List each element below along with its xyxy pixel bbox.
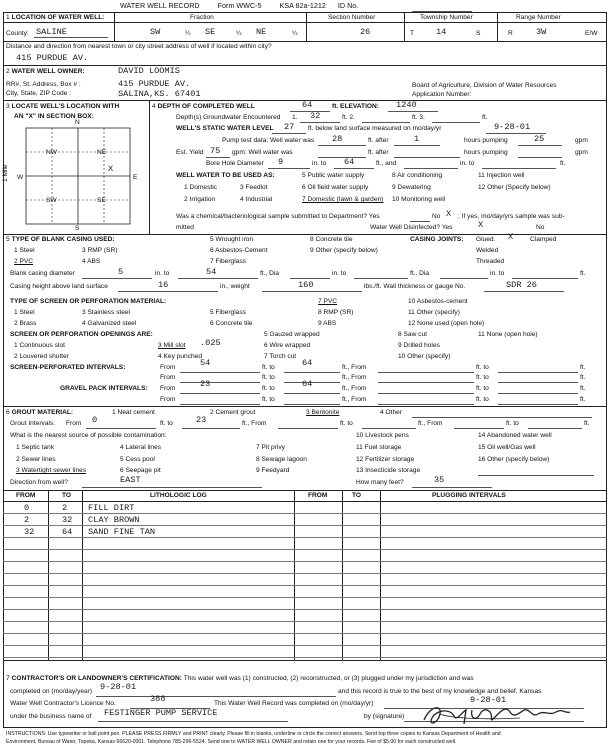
grout-from-value: 0 bbox=[92, 415, 98, 425]
casing-diameter-label: Blank casing diameter bbox=[10, 270, 75, 277]
use-oil-field[interactable]: 6 Oil field water supply bbox=[302, 184, 369, 191]
use-other[interactable]: 12 Other (Specify below) bbox=[478, 184, 551, 191]
log-grid-line bbox=[3, 597, 607, 598]
owner-value: DAVID LOOMIS bbox=[118, 66, 180, 76]
plug-header: PLUGGING INTERVALS bbox=[432, 492, 506, 499]
log-grid-line bbox=[3, 621, 607, 622]
address-value: 415 PURDUE AV. bbox=[16, 53, 89, 63]
signature bbox=[420, 700, 580, 730]
casing-abs[interactable]: 4 ABS bbox=[82, 258, 101, 265]
form-number: Form WWC-5 bbox=[217, 1, 262, 10]
grout-from-label: From bbox=[66, 420, 82, 427]
contam-lagoon[interactable]: 8 Sewage lagoon bbox=[256, 456, 307, 463]
use-industrial[interactable]: 4 Industrial bbox=[240, 196, 273, 203]
log-row-1-desc: FILL DIRT bbox=[88, 503, 135, 513]
opening-key-punched[interactable]: 4 Key punched bbox=[158, 353, 202, 360]
ew-label: E/W bbox=[585, 30, 598, 37]
contamination-label: What is the nearest source of possible contamination: bbox=[10, 432, 167, 439]
log-lith-header: LITHOLOGIC LOG bbox=[150, 492, 207, 499]
section-4-label: 4 DEPTH OF COMPLETED WELL bbox=[152, 103, 255, 110]
log-row-3-desc: SAND FINE TAN bbox=[88, 527, 156, 537]
license-value: 388 bbox=[150, 694, 166, 704]
casing-diameter-ft-value: 54 bbox=[206, 267, 217, 277]
static-level-tail: ft. below land surface measured on mo/day/yr bbox=[308, 125, 442, 132]
range-number-label: Range Number bbox=[516, 14, 561, 21]
use-monitoring[interactable]: 10 Monitoring well bbox=[392, 196, 446, 203]
form-title bbox=[120, 2, 358, 10]
casing-concrete-tile[interactable]: 8 Concrete tile bbox=[310, 236, 353, 243]
contam-livestock[interactable]: 10 Livestock pens bbox=[356, 432, 409, 439]
contam-insecticide[interactable]: 13 Insecticide storage bbox=[356, 467, 421, 474]
casing-rmp[interactable]: 3 RMP (SR) bbox=[82, 247, 118, 254]
fraction-q3: NE bbox=[256, 27, 267, 37]
gp-to-1: ft. to bbox=[262, 385, 275, 392]
id-label: ID No. bbox=[337, 1, 359, 10]
cert-text: This water well was (1) constructed, (2) reconstructed, or (3) plugged under my jurisdiction and was bbox=[183, 675, 474, 682]
casing-weight-unit: lbs./ft. Wall thickness or gauge No. bbox=[364, 283, 466, 290]
contam-cess-pool[interactable]: 5 Cess pool bbox=[120, 456, 155, 463]
north-label: N bbox=[75, 119, 80, 126]
how-many-feet-value: 35 bbox=[434, 475, 445, 485]
joints-clamped[interactable]: Clamped bbox=[530, 236, 557, 243]
elevation-label: ft. ELEVATION: bbox=[332, 103, 380, 110]
log-grid-line bbox=[3, 549, 607, 550]
log-grid-line bbox=[3, 561, 607, 562]
use-domestic-lawn[interactable]: 7 Domestic (lawn & garden) bbox=[302, 196, 384, 203]
section-value: 26 bbox=[360, 27, 371, 37]
gp-ft-from-1: ft., From bbox=[342, 385, 367, 392]
screen-galvanized[interactable]: 4 Galvanized steel bbox=[82, 320, 137, 327]
by-signature-label: by (signature) bbox=[364, 713, 405, 720]
pump-hours-value: 1 bbox=[414, 134, 420, 144]
instructions-line-2: Environment, Bureau of Water, Topeka, Kansas 66620-0001. Telephone 785-296-5524. Send one to WATER WELL OWNER and retain one for your records. Fee of $5.00 for each constructed well. bbox=[6, 739, 457, 745]
certification-line-1: 7 CONTRACTOR'S OR LANDOWNER'S CERTIFICATION: This water well was (1) constructed, (2) reconstructed, or (3) plugged under my jurisdiction and was bbox=[6, 675, 474, 682]
gp-to-2: ft. to bbox=[476, 385, 489, 392]
board-label: Board of Agriculture, Division of Water Resources bbox=[412, 82, 557, 89]
screen-asbestos[interactable]: 10 Asbestos-cement bbox=[408, 298, 468, 305]
record-true-label: and this record is true to the best of my knowledge and belief. Kansas bbox=[338, 688, 542, 695]
section-box-grid[interactable] bbox=[14, 122, 140, 232]
casing-height-label: Casing height above land surface bbox=[10, 283, 108, 290]
section-number-label: Section Number bbox=[328, 14, 376, 21]
static-level-label: WELL'S STATIC WATER LEVEL bbox=[176, 125, 274, 132]
section-3-label-2: AN "X" IN SECTION BOX: bbox=[14, 113, 94, 120]
groundwater-ft: ft. bbox=[482, 114, 488, 121]
sp-ft-2: ft. bbox=[580, 374, 586, 381]
pump-gpm-value: 25 bbox=[534, 134, 545, 144]
opening-torch-cut[interactable]: 7 Torch cut bbox=[264, 353, 297, 360]
grout-ft-from: ft., From bbox=[242, 420, 267, 427]
contam-other[interactable]: 16 Other (specify below) bbox=[478, 456, 550, 463]
bore-hole-label: Bore Hole Diameter bbox=[206, 160, 264, 167]
grout-ft-to-3: ft. to bbox=[506, 420, 519, 427]
opening-mill-slot[interactable]: 3 Mill slot bbox=[158, 342, 186, 349]
chem-tail: ; If yes, mo/day/yrs sample was sub- bbox=[458, 213, 565, 220]
application-number-label: Application Number: bbox=[412, 91, 472, 98]
yield-after-label: ft. after bbox=[368, 149, 389, 156]
section-2-label: 2 WATER WELL OWNER: bbox=[6, 68, 85, 75]
chem-no-x: X bbox=[446, 209, 452, 219]
joints-glued[interactable]: Glued. bbox=[476, 236, 496, 243]
opening-other[interactable]: 10 Other (specify) bbox=[398, 353, 451, 360]
s-label: S bbox=[476, 30, 481, 37]
contam-oil-well[interactable]: 15 Oil well/Gas well bbox=[478, 444, 536, 451]
contam-feedyard[interactable]: 9 Feedyard bbox=[256, 467, 290, 474]
grout-intervals-label: Grout Intervals: bbox=[10, 420, 56, 427]
plug-from-header: FROM bbox=[308, 492, 328, 499]
casing-diameter-tail5: ft. bbox=[580, 270, 586, 277]
screen-stainless[interactable]: 3 Stainless steel bbox=[82, 309, 131, 316]
completed-value: 9-28-01 bbox=[100, 682, 137, 692]
casing-weight-value: 160 bbox=[298, 280, 314, 290]
section-6-label: 6 GROUT MATERIAL: bbox=[6, 409, 74, 416]
r-label: R bbox=[508, 30, 513, 37]
groundwater-1-num: 1. bbox=[292, 114, 298, 121]
opening-saw-cut[interactable]: 8 Saw cut bbox=[398, 331, 427, 338]
se-label: SE bbox=[97, 197, 106, 204]
title: WATER WELL RECORD bbox=[120, 1, 200, 10]
groundwater-1-value: 32 bbox=[310, 111, 321, 121]
log-row-1-from: 0 bbox=[24, 503, 30, 513]
log-from-header: FROM bbox=[16, 492, 36, 499]
street-label: RR#, St. Address, Box # : bbox=[6, 81, 81, 88]
section-3-label: 3 LOCATE WELL'S LOCATION WITH bbox=[6, 103, 120, 110]
instructions-line-1: INSTRUCTIONS: Use typewriter or ball point pen. PLEASE PRESS FIRMLY and PRINT clearly. Please fill in blanks, underline or circle the correct answers. Send top three copies to Kansas Department of Health and bbox=[6, 731, 501, 737]
screen-material-label: TYPE OF SCREEN OR PERFORATION MATERIAL: bbox=[10, 298, 167, 305]
casing-diameter-tail3: ft., Dia bbox=[410, 270, 430, 277]
casing-height-unit: in., weight bbox=[220, 283, 250, 290]
log-grid-line bbox=[3, 645, 607, 646]
casing-diameter-to: in. to bbox=[155, 270, 170, 277]
joints-threaded[interactable]: Threaded bbox=[476, 258, 505, 265]
static-level-value: 27 bbox=[284, 122, 295, 132]
location-x-mark: X bbox=[108, 164, 114, 174]
casing-diameter-tail1: ft., Dia bbox=[260, 270, 280, 277]
opening-continuous[interactable]: 1 Continuous slot bbox=[14, 342, 65, 349]
contam-lateral[interactable]: 4 Lateral lines bbox=[120, 444, 162, 451]
gp-to-3: ft. to bbox=[262, 396, 275, 403]
record-date-value: 9-28-01 bbox=[470, 695, 507, 705]
opening-drilled[interactable]: 9 Drilled holes bbox=[398, 342, 440, 349]
contam-watertight[interactable]: 3 Watertight sewer lines bbox=[16, 467, 87, 474]
business-value: FESTINGER PUMP SERVICE bbox=[104, 708, 218, 718]
groundwater-2-label: ft. 2. bbox=[342, 114, 355, 121]
opening-none[interactable]: 11 None (open hole) bbox=[478, 331, 538, 338]
sp-to-1: ft. to bbox=[262, 364, 275, 371]
city-value: SALINA,KS. 67401 bbox=[118, 89, 201, 99]
direction-value: EAST bbox=[120, 475, 141, 485]
contam-seepage[interactable]: 6 Seepage pit bbox=[120, 467, 161, 474]
fraction-q1: SW bbox=[150, 27, 161, 37]
completed-label: completed on (mo/day/year) bbox=[10, 688, 93, 695]
disinfected-no: No bbox=[536, 224, 545, 231]
pump-level-value: 28 bbox=[332, 134, 343, 144]
casing-diameter-tail4: in. to bbox=[490, 270, 505, 277]
contam-fuel[interactable]: 11 Fuel storage bbox=[356, 444, 402, 451]
east-label: E bbox=[133, 174, 138, 181]
grout-ft-from-2: ft., From bbox=[418, 420, 443, 427]
gravel-intervals-label: GRAVEL PACK INTERVALS: bbox=[60, 385, 148, 392]
contam-septic[interactable]: 1 Septic tank bbox=[16, 444, 55, 451]
fraction-q2: SE bbox=[205, 27, 216, 37]
screen-brass[interactable]: 2 Brass bbox=[14, 320, 37, 327]
grout-ft-to-2: ft. to bbox=[340, 420, 353, 427]
gp-ft-1: ft. bbox=[580, 385, 586, 392]
screen-concrete[interactable]: 6 Concrete tile bbox=[210, 320, 253, 327]
grout-ft-end: ft. bbox=[584, 420, 590, 427]
contam-sewer[interactable]: 2 Sewer lines bbox=[16, 456, 56, 463]
joints-glued-x: X bbox=[508, 232, 514, 242]
fraction-mark-3: ¼ bbox=[292, 30, 298, 37]
use-air-conditioning[interactable]: 8 Air conditioning bbox=[392, 172, 443, 179]
groundwater-3-label: ft. 3. bbox=[412, 114, 425, 121]
section-5-label: 5 TYPE OF BLANK CASING USED: bbox=[6, 236, 115, 243]
contam-fertilizer[interactable]: 12 Fertilizer storage bbox=[356, 456, 415, 463]
yield-hours-label: hours pumping bbox=[464, 149, 508, 156]
est-yield-unit: gpm: Well water was bbox=[232, 149, 293, 156]
log-grid-line bbox=[3, 525, 607, 526]
grout-neat-cement[interactable]: 1 Neat cement bbox=[112, 409, 155, 416]
log-grid-line bbox=[3, 657, 607, 658]
yield-gpm-label: gpm bbox=[575, 149, 588, 156]
screen-rmp[interactable]: 8 RMP (SR) bbox=[318, 309, 354, 316]
elevation-value: 1240 bbox=[396, 100, 417, 110]
pump-gpm-label: gpm bbox=[575, 137, 588, 144]
casing-joints-label: CASING JOINTS: bbox=[410, 236, 464, 243]
mile-label: 1 Mile bbox=[2, 164, 9, 182]
use-feedlot[interactable]: 3 Feedlot bbox=[240, 184, 268, 191]
street-value: 415 PURDUE AV. bbox=[118, 79, 191, 89]
how-many-feet-label: How many feet? bbox=[356, 479, 404, 486]
county-value: SALINE bbox=[36, 27, 67, 37]
chem-no-label: No bbox=[432, 213, 441, 220]
use-public-supply[interactable]: 5 Public water supply bbox=[302, 172, 365, 179]
bore-in-to-2: in. to bbox=[460, 160, 475, 167]
screen-abs[interactable]: 9 ABS bbox=[318, 320, 337, 327]
gp-ft-2: ft. bbox=[580, 396, 586, 403]
fraction-mark-1: ¼ bbox=[185, 30, 191, 37]
township-value: 14 bbox=[436, 27, 447, 37]
disinfected-x: X bbox=[478, 220, 484, 230]
log-row-2-desc: CLAY BROWN bbox=[88, 515, 140, 525]
sp-to-2: ft. to bbox=[476, 364, 489, 371]
log-grid-line bbox=[3, 573, 607, 574]
log-row-1-to: 2 bbox=[62, 503, 68, 513]
grout-cement-grout[interactable]: 2 Cement grout bbox=[210, 409, 256, 416]
casing-other[interactable]: 9 Other (specify below) bbox=[310, 247, 378, 254]
grout-to-value: 23 bbox=[196, 415, 207, 425]
opening-gauzed[interactable]: 5 Gauzed wrapped bbox=[264, 331, 320, 338]
direction-label: Direction from well? bbox=[10, 479, 68, 486]
log-row-2-from: 2 bbox=[24, 515, 30, 525]
use-domestic[interactable]: 1 Domestic bbox=[184, 184, 217, 191]
gp-ft-from-2: ft., From bbox=[342, 396, 367, 403]
casing-diameter-tail2: in. to bbox=[332, 270, 347, 277]
sp-ft-from-2: ft., From bbox=[342, 374, 367, 381]
sp-ft-from-1: ft., From bbox=[342, 364, 367, 371]
grout-bentonite[interactable]: 3 Bentonite bbox=[306, 409, 340, 416]
joints-welded[interactable]: Welded bbox=[476, 247, 499, 254]
screen-pvc[interactable]: 7 PVC bbox=[318, 298, 338, 305]
screen-fiberglass[interactable]: 5 Fiberglass bbox=[210, 309, 246, 316]
sp-to-3: ft. to bbox=[262, 374, 275, 381]
fraction-label: Fraction bbox=[190, 14, 214, 21]
log-row-3-from: 32 bbox=[24, 527, 35, 537]
sp-from-1: From bbox=[160, 364, 176, 371]
screen-other[interactable]: 11 Other (specify) bbox=[408, 309, 460, 316]
log-grid-line bbox=[3, 513, 607, 514]
screen-none[interactable]: 12 None used (open hole) bbox=[408, 320, 485, 327]
grout-ft-to: ft. to bbox=[160, 420, 173, 427]
log-row-3-to: 64 bbox=[62, 527, 73, 537]
gp-from-1: From bbox=[160, 385, 176, 392]
license-label: Water Well Contractor's Licence No. bbox=[10, 700, 116, 707]
sp-ft-1: ft. bbox=[580, 364, 586, 371]
log-grid-line bbox=[3, 537, 607, 538]
opening-louvered[interactable]: 2 Louvered shutter bbox=[14, 353, 69, 360]
gp-from-2: From bbox=[160, 396, 176, 403]
casing-height-value: 16 bbox=[158, 280, 169, 290]
gp-to-4: ft. to bbox=[476, 396, 489, 403]
plug-to-header: TO bbox=[352, 492, 362, 499]
mitted-label: mitted bbox=[176, 224, 194, 231]
casing-pvc[interactable]: 2 PVC bbox=[14, 258, 34, 265]
city-label: City, State, ZIP Code : bbox=[6, 90, 71, 97]
log-grid-line bbox=[3, 585, 607, 586]
est-yield-value: 75 bbox=[210, 146, 221, 156]
county-label: County: bbox=[6, 30, 29, 37]
log-row-2-to: 32 bbox=[62, 515, 73, 525]
bore-ft: ft. bbox=[560, 160, 566, 167]
south-label: S bbox=[75, 225, 80, 232]
contam-abandoned[interactable]: 14 Abandoned water well bbox=[478, 432, 552, 439]
business-label: under the business name of bbox=[10, 713, 92, 720]
sp-from-value: 54 bbox=[200, 358, 211, 368]
record-completed-label: This Water Well Record was completed on (mo/day/yr) bbox=[214, 700, 374, 707]
ne-label: NE bbox=[97, 149, 107, 156]
bore-in-to: in. to bbox=[312, 160, 327, 167]
use-irrigation[interactable]: 2 Irrigation bbox=[184, 196, 216, 203]
west-label: W bbox=[17, 174, 24, 181]
casing-wrought-iron[interactable]: 5 Wrought iron bbox=[210, 236, 254, 243]
casing-diameter-value: 5 bbox=[118, 267, 124, 277]
sp-to-4: ft. to bbox=[476, 374, 489, 381]
pump-test-label: Pump test data: Well water was bbox=[222, 137, 315, 144]
static-date-value: 9-28-01 bbox=[494, 122, 531, 132]
sp-from-2: From bbox=[160, 374, 176, 381]
use-injection-well[interactable]: 11 Injection well bbox=[478, 172, 525, 179]
section-1-label: 1 LOCATION OF WATER WELL: bbox=[6, 14, 105, 21]
pump-after-label: ft. after bbox=[368, 137, 389, 144]
disinfected-label: Water Well Disinfected? Yes bbox=[370, 224, 453, 231]
t-label: T bbox=[410, 30, 415, 37]
nw-label: NW bbox=[46, 149, 57, 156]
distance-label: Distance and direction from nearest town or city street address of well if located within city? bbox=[6, 43, 272, 50]
use-dewatering[interactable]: 9 Dewatering bbox=[392, 184, 431, 191]
casing-steel[interactable]: 1 Steel bbox=[14, 247, 35, 254]
groundwater-label: Depth(s) Groundwater Encountered bbox=[176, 114, 281, 121]
pump-hours-label: hours pumping bbox=[464, 137, 508, 144]
screen-intervals-label: SCREEN-PERFORATED INTERVALS: bbox=[10, 364, 126, 371]
gauge-value: SDR 26 bbox=[506, 280, 537, 290]
ksa-number: KSA 82a-1212 bbox=[279, 1, 326, 10]
casing-asbestos[interactable]: 6 Asbestos-Cement bbox=[210, 247, 268, 254]
casing-fiberglass[interactable]: 7 Fiberglass bbox=[210, 258, 246, 265]
gp-to-value: 64 bbox=[302, 379, 313, 389]
grout-other[interactable]: 4 Other bbox=[380, 409, 402, 416]
range-value: 3W bbox=[536, 27, 547, 37]
depth-value: 64 bbox=[302, 100, 313, 110]
bore-to-value: 64 bbox=[344, 157, 355, 167]
opening-wire-wrapped[interactable]: 6 Wire wrapped bbox=[264, 342, 311, 349]
sp-to-value: 64 bbox=[302, 358, 313, 368]
log-grid-line bbox=[3, 633, 607, 634]
bore-ft-and: ft., and bbox=[376, 160, 397, 167]
township-number-label: Township Number bbox=[420, 14, 473, 21]
log-to-header: TO bbox=[62, 492, 72, 499]
screen-steel[interactable]: 1 Steel bbox=[14, 309, 35, 316]
log-grid-line bbox=[3, 609, 607, 610]
openings-label: SCREEN OR PERFORATION OPENINGS ARE: bbox=[10, 331, 153, 338]
bore-hole-value: 9 bbox=[278, 157, 284, 167]
sw-label: SW bbox=[46, 197, 57, 204]
contam-pit-privy[interactable]: 7 Pit privy bbox=[256, 444, 285, 451]
fraction-mark-2: ¼ bbox=[236, 30, 242, 37]
gp-from-value: 23 bbox=[200, 379, 211, 389]
water-use-label: WELL WATER TO BE USED AS: bbox=[176, 172, 275, 179]
chem-sample-question: Was a chemical/bacteriological sample submitted to Department? Yes bbox=[176, 213, 380, 220]
mill-slot-value: .025 bbox=[200, 338, 221, 348]
est-yield-label: Est. Yield bbox=[176, 149, 204, 156]
